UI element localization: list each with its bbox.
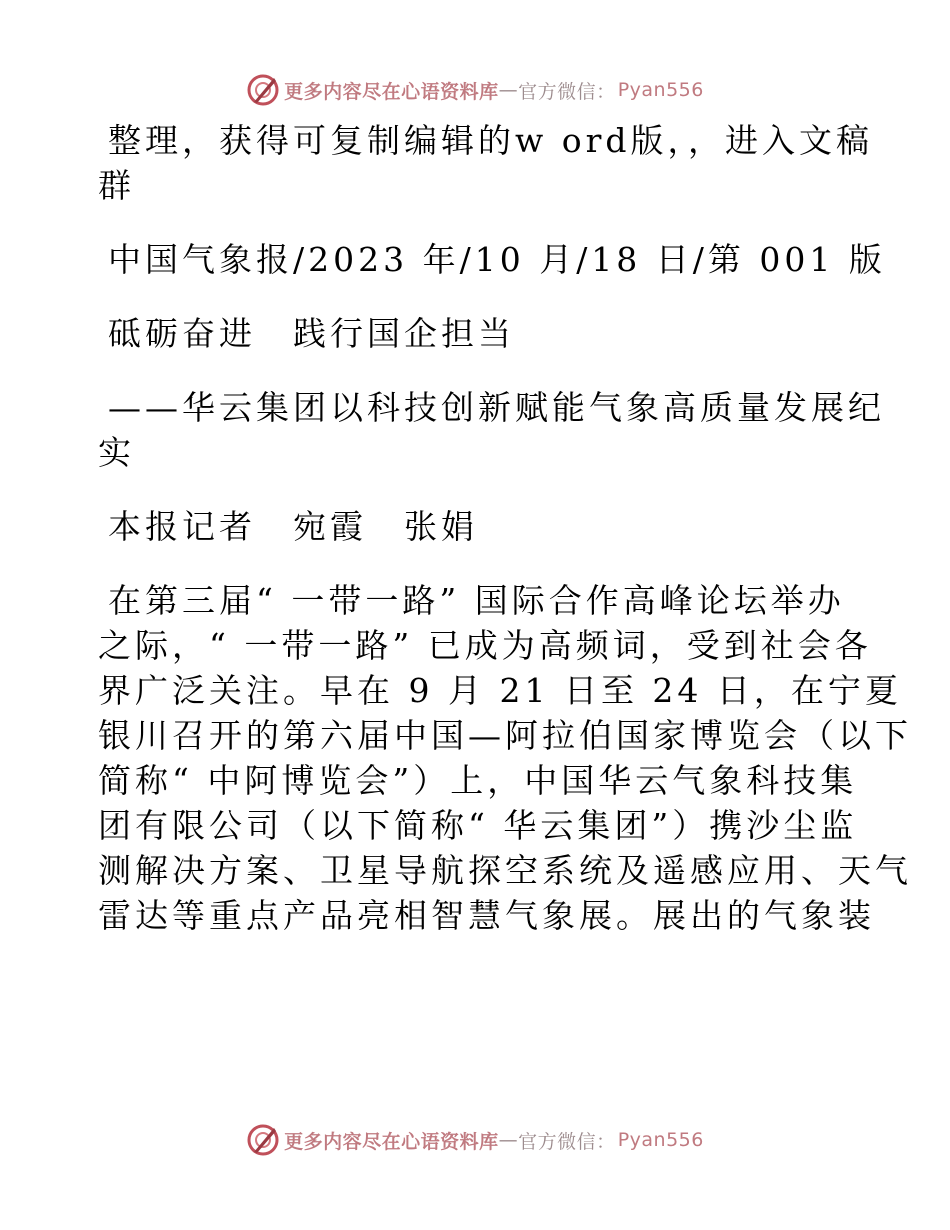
intro-line: 群 <box>98 166 135 205</box>
subtitle <box>98 385 885 475</box>
watermark-separator: — <box>498 79 519 101</box>
watermark-banner-bottom <box>0 1120 950 1160</box>
quill-seal-logo-icon <box>246 1123 280 1157</box>
body-line: 测解决方案、卫星导航探空系统及遥感应用、天气 <box>98 851 912 890</box>
headline-text: 砥砺奋进 践行国企担当 <box>108 314 515 353</box>
byline-text: 本报记者 宛霞 张娟 <box>108 507 478 546</box>
body-line: 简称“ 中阿博览会”）上，中国华云气象科技集 <box>98 761 858 800</box>
body-line: 银川召开的第六届中国—阿拉伯国家博览会（以下 <box>98 716 912 755</box>
body-line: 团有限公司（以下简称“ 华云集团”）携沙尘监 <box>98 806 858 845</box>
watermark-wechat-label: 官方微信： <box>518 80 616 103</box>
headline <box>98 311 858 356</box>
watermark-account: Pyan556 <box>617 1129 704 1151</box>
document-body <box>98 118 912 938</box>
watermark-label: 更多内容尽在心语资料库 <box>284 80 499 103</box>
watermark-account: Pyan556 <box>617 79 704 101</box>
watermark-label: 更多内容尽在心语资料库 <box>284 1130 499 1153</box>
body-paragraph <box>98 578 912 938</box>
byline <box>98 504 858 549</box>
subtitle-line: 实 <box>98 433 135 472</box>
intro-line: 整理，获得可复制编辑的w ord版，，进入文稿 <box>108 121 874 160</box>
body-line: 之际，“ 一带一路” 已成为高频词，受到社会各 <box>98 626 872 665</box>
watermark-wechat-label: 官方微信： <box>518 1130 616 1153</box>
body-line: 在第三届“ 一带一路” 国际合作高峰论坛举办 <box>108 581 845 620</box>
quill-seal-logo-icon <box>246 73 280 107</box>
watermark-separator: — <box>498 1129 519 1151</box>
source-text: 中国气象报/2023 年/10 月/18 日/第 001 版 <box>108 240 886 279</box>
body-line: 界广泛关注。早在 9 月 21 日至 24 日，在宁夏 <box>98 671 902 710</box>
watermark-banner-top <box>0 70 950 110</box>
intro-paragraph <box>98 118 874 208</box>
body-line: 雷达等重点产品亮相智慧气象展。展出的气象装 <box>98 896 875 935</box>
subtitle-line: ——华云集团以科技创新赋能气象高质量发展纪 <box>108 388 885 427</box>
source-line <box>98 237 886 282</box>
